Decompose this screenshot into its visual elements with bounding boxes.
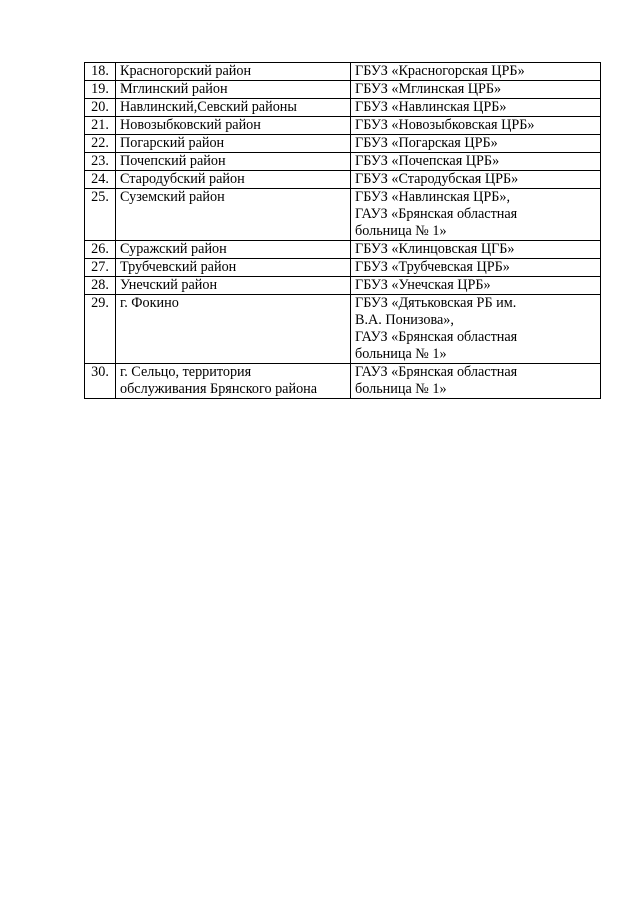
district-cell [116, 171, 351, 189]
district-line: г. Фокино [120, 295, 179, 311]
row-number: 27. [85, 259, 116, 277]
table-body [85, 63, 601, 399]
row-number: 25. [85, 189, 116, 241]
district-cell [116, 81, 351, 99]
district-line: Унечский район [120, 277, 218, 293]
hospital-line: ГБУЗ «Новозыбковская ЦРБ» [355, 117, 535, 133]
hospital-cell [351, 117, 601, 135]
hospital-cell [351, 189, 601, 241]
district-line: Навлинский,Севский районы [120, 99, 297, 115]
hospital-line: ГБУЗ «Клинцовская ЦГБ» [355, 241, 515, 257]
district-line: Трубчевский район [120, 259, 237, 275]
hospital-cell [351, 153, 601, 171]
hospital-cell [351, 241, 601, 259]
hospital-cell [351, 99, 601, 117]
district-cell [116, 99, 351, 117]
row-number: 20. [85, 99, 116, 117]
hospital-line: ГБУЗ «Почепская ЦРБ» [355, 153, 500, 169]
hospital-cell [351, 135, 601, 153]
row-number: 23. [85, 153, 116, 171]
table-row [85, 81, 601, 99]
hospital-assignment-table [84, 62, 601, 399]
district-line: Красногорский район [120, 63, 252, 79]
table-row [85, 135, 601, 153]
hospital-line: ГБУЗ «Унечская ЦРБ» [355, 277, 491, 293]
hospital-line: ГБУЗ «Навлинская ЦРБ» [355, 99, 507, 115]
district-line: обслуживания Брянского района [120, 381, 318, 397]
hospital-line: ГБУЗ «Навлинская ЦРБ», [355, 189, 511, 205]
table-row [85, 117, 601, 135]
row-number: 18. [85, 63, 116, 81]
district-line: Новозыбковский район [120, 117, 261, 133]
table-row [85, 99, 601, 117]
table-row [85, 63, 601, 81]
hospital-line: ГАУЗ «Брянская областная [355, 206, 518, 222]
district-line: Суземский район [120, 189, 225, 205]
row-number: 21. [85, 117, 116, 135]
hospital-line: ГАУЗ «Брянская областная [355, 329, 518, 345]
hospital-line: больница № 1» [355, 346, 447, 362]
district-cell [116, 63, 351, 81]
district-line: Стародубский район [120, 171, 245, 187]
district-line: Суражский район [120, 241, 227, 257]
row-number: 22. [85, 135, 116, 153]
hospital-line: В.А. Понизова», [355, 312, 454, 328]
hospital-cell [351, 364, 601, 399]
hospital-line: ГБУЗ «Дятьковская РБ им. [355, 295, 517, 311]
table-row [85, 153, 601, 171]
row-number: 24. [85, 171, 116, 189]
district-cell [116, 295, 351, 364]
row-number: 28. [85, 277, 116, 295]
district-line: Погарский район [120, 135, 225, 151]
row-number: 29. [85, 295, 116, 364]
hospital-line: ГБУЗ «Трубчевская ЦРБ» [355, 259, 510, 275]
hospital-line: ГБУЗ «Стародубская ЦРБ» [355, 171, 519, 187]
table-row [85, 364, 601, 399]
hospital-cell [351, 295, 601, 364]
hospital-cell [351, 81, 601, 99]
hospital-cell [351, 171, 601, 189]
row-number: 26. [85, 241, 116, 259]
district-cell [116, 153, 351, 171]
district-line: г. Сельцо, территория [120, 364, 252, 380]
hospital-line: ГАУЗ «Брянская областная [355, 364, 518, 380]
district-cell [116, 364, 351, 399]
table-row [85, 189, 601, 241]
table-row [85, 171, 601, 189]
table-row [85, 277, 601, 295]
row-number: 30. [85, 364, 116, 399]
hospital-cell [351, 63, 601, 81]
row-number: 19. [85, 81, 116, 99]
table-row [85, 259, 601, 277]
table-row [85, 241, 601, 259]
table-row [85, 295, 601, 364]
hospital-line: ГБУЗ «Красногорская ЦРБ» [355, 63, 525, 79]
district-cell [116, 277, 351, 295]
hospital-cell [351, 277, 601, 295]
hospital-line: ГБУЗ «Погарская ЦРБ» [355, 135, 498, 151]
hospital-line: больница № 1» [355, 381, 447, 397]
district-cell [116, 259, 351, 277]
district-cell [116, 189, 351, 241]
district-line: Мглинский район [120, 81, 228, 97]
district-line: Почепский район [120, 153, 226, 169]
district-cell [116, 241, 351, 259]
hospital-line: ГБУЗ «Мглинская ЦРБ» [355, 81, 502, 97]
district-cell [116, 135, 351, 153]
hospital-line: больница № 1» [355, 223, 447, 239]
hospital-cell [351, 259, 601, 277]
district-cell [116, 117, 351, 135]
